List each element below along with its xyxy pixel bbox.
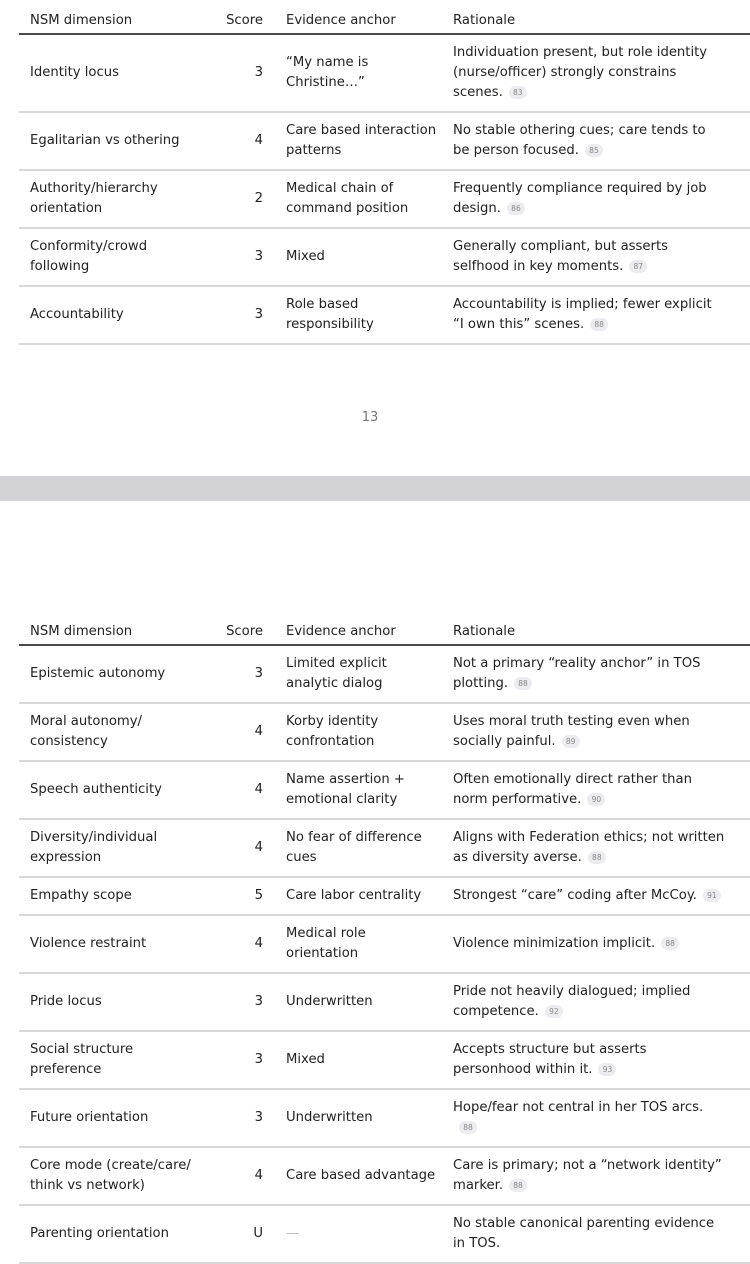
evidence-cell-text: Care based interaction patterns <box>286 123 437 158</box>
dimension-cell <box>19 819 205 877</box>
rationale-cell-text: No stable canonical parenting evidence in TOS. <box>453 1216 715 1251</box>
score-cell-text: 3 <box>254 249 263 264</box>
evidence-cell-text: Korby identity confrontation <box>286 714 379 749</box>
header-score: Score <box>205 8 275 34</box>
rationale-cell <box>442 170 750 228</box>
evidence-cell <box>275 112 442 170</box>
score-cell <box>205 1089 275 1147</box>
citation-badge[interactable]: 88 <box>514 677 532 690</box>
rationale-cell <box>442 703 750 761</box>
table-row <box>19 1089 750 1147</box>
rationale-cell <box>442 1031 750 1089</box>
evidence-cell-text: Mixed <box>286 249 325 264</box>
score-cell-text: 4 <box>254 133 263 148</box>
evidence-cell <box>275 286 442 344</box>
dimension-cell-text: Identity locus <box>30 65 119 80</box>
citation-badge[interactable]: 93 <box>598 1063 616 1076</box>
table-row <box>19 877 750 915</box>
score-cell <box>205 112 275 170</box>
dimension-cell <box>19 1031 205 1089</box>
score-cell <box>205 34 275 112</box>
rationale-cell-text: Care is primary; not a “network identity” marker. <box>453 1158 722 1193</box>
evidence-cell <box>275 34 442 112</box>
evidence-cell-text: Medical role orientation <box>286 926 366 961</box>
score-cell-text: 4 <box>254 1168 263 1183</box>
rationale-cell-text: Strongest “care” coding after McCoy. <box>453 888 697 903</box>
dimension-cell-text: Future orientation <box>30 1110 149 1125</box>
score-cell <box>205 877 275 915</box>
table-row <box>19 1147 750 1205</box>
score-cell-text: 3 <box>254 65 263 80</box>
nsm-table-part-1 <box>19 8 750 345</box>
score-cell <box>205 1147 275 1205</box>
dimension-cell-text: Accountability <box>30 307 124 322</box>
dimension-cell-text: Epistemic autonomy <box>30 666 166 681</box>
dimension-cell <box>19 703 205 761</box>
rationale-cell <box>442 877 750 915</box>
evidence-cell-text: Underwritten <box>286 994 373 1009</box>
rationale-cell <box>442 228 750 286</box>
score-cell <box>205 1205 275 1263</box>
evidence-cell-text: Care labor centrality <box>286 888 422 903</box>
score-cell <box>205 286 275 344</box>
dimension-cell <box>19 645 205 703</box>
dimension-cell-text: Egalitarian vs othering <box>30 133 180 148</box>
dimension-cell <box>19 1147 205 1205</box>
document-page-14 <box>0 501 750 1251</box>
table-row <box>19 819 750 877</box>
rationale-cell <box>442 286 750 344</box>
table-row <box>19 973 750 1031</box>
score-cell-text: 4 <box>254 782 263 797</box>
evidence-cell-text: No fear of difference cues <box>286 830 422 865</box>
table-row <box>19 1205 750 1263</box>
dimension-cell-text: Authority/hierarchy orientation <box>30 181 158 216</box>
page-separator <box>0 476 750 501</box>
score-cell <box>205 973 275 1031</box>
table-row <box>19 761 750 819</box>
evidence-cell-text: — <box>286 1226 300 1241</box>
score-cell-text: 3 <box>254 307 263 322</box>
dimension-cell <box>19 228 205 286</box>
table-row <box>19 645 750 703</box>
rationale-cell <box>442 1205 750 1263</box>
score-cell-text: 3 <box>254 1110 263 1125</box>
rationale-cell <box>442 112 750 170</box>
score-cell-text: 3 <box>254 994 263 1009</box>
header-evidence: Evidence anchor <box>275 619 442 645</box>
evidence-cell-text: “My name is Christine…” <box>286 55 369 90</box>
rationale-cell-text: Uses moral truth testing even when socially painful. <box>453 714 690 749</box>
evidence-cell <box>275 1205 442 1263</box>
evidence-cell-text: Care based advantage <box>286 1168 436 1183</box>
dimension-cell <box>19 915 205 973</box>
score-cell-text: 3 <box>254 1052 263 1067</box>
header-rationale: Rationale <box>442 8 750 34</box>
header-evidence: Evidence anchor <box>275 8 442 34</box>
evidence-cell <box>275 877 442 915</box>
dimension-cell-text: Speech authenticity <box>30 782 162 797</box>
citation-badge[interactable]: 88 <box>590 318 608 331</box>
rationale-cell <box>442 915 750 973</box>
header-rationale: Rationale <box>442 619 750 645</box>
table-row <box>19 34 750 112</box>
score-cell <box>205 915 275 973</box>
citation-badge[interactable]: 88 <box>588 851 606 864</box>
evidence-cell <box>275 228 442 286</box>
score-cell <box>205 761 275 819</box>
table-row <box>19 703 750 761</box>
citation-badge[interactable]: 90 <box>587 793 605 806</box>
evidence-cell <box>275 1089 442 1147</box>
rationale-cell-text: Hope/fear not central in her TOS arcs. <box>453 1100 704 1115</box>
evidence-cell-text: Underwritten <box>286 1110 373 1125</box>
score-cell <box>205 703 275 761</box>
rationale-cell-text: No stable othering cues; care tends to be person focused. <box>453 123 706 158</box>
dimension-cell <box>19 761 205 819</box>
evidence-cell <box>275 915 442 973</box>
score-cell-text: 2 <box>254 191 263 206</box>
evidence-cell <box>275 170 442 228</box>
table-row <box>19 1031 750 1089</box>
table-row <box>19 286 750 344</box>
rationale-cell <box>442 1089 750 1147</box>
score-cell <box>205 819 275 877</box>
header-score: Score <box>205 619 275 645</box>
dimension-cell <box>19 1089 205 1147</box>
nsm-table-part-2 <box>19 619 750 1264</box>
rationale-cell <box>442 761 750 819</box>
score-cell-text: 5 <box>254 888 263 903</box>
evidence-cell <box>275 819 442 877</box>
dimension-cell <box>19 286 205 344</box>
evidence-cell-text: Role based responsibility <box>286 297 374 332</box>
score-cell-text: U <box>253 1226 263 1241</box>
dimension-cell-text: Social structure preference <box>30 1042 134 1077</box>
dimension-cell-text: Empathy scope <box>30 888 132 903</box>
evidence-cell <box>275 1031 442 1089</box>
citation-badge[interactable]: 83 <box>509 86 527 99</box>
dimension-cell-text: Violence restraint <box>30 936 147 951</box>
dimension-cell <box>19 973 205 1031</box>
dimension-cell-text: Diversity/individual expression <box>30 830 158 865</box>
dimension-cell <box>19 170 205 228</box>
dimension-cell-text: Parenting orientation <box>30 1226 169 1241</box>
dimension-cell <box>19 1205 205 1263</box>
rationale-cell-text: Violence minimization implicit. <box>453 936 656 951</box>
citation-badge[interactable]: 88 <box>509 1179 527 1192</box>
page-number: 13 <box>361 410 379 425</box>
score-cell-text: 4 <box>254 936 263 951</box>
evidence-cell-text: Mixed <box>286 1052 325 1067</box>
table-row <box>19 170 750 228</box>
evidence-cell <box>275 761 442 819</box>
evidence-cell-text: Limited explicit analytic dialog <box>286 656 387 691</box>
rationale-cell <box>442 973 750 1031</box>
rationale-cell-text: Frequently compliance required by job design. <box>453 181 707 216</box>
rationale-cell-text: Not a primary “reality anchor” in TOS plotting. <box>453 656 701 691</box>
score-cell-text: 3 <box>254 666 263 681</box>
evidence-cell-text: Medical chain of command position <box>286 181 409 216</box>
rationale-cell-text: Individuation present, but role identity (nurse/officer) strongly constrains scenes. <box>453 45 708 100</box>
citation-badge[interactable]: 89 <box>562 735 580 748</box>
header-dimension: NSM dimension <box>19 619 205 645</box>
table-header-row <box>19 619 750 645</box>
dimension-cell-text: Core mode (create/care/ think vs network) <box>30 1158 191 1193</box>
rationale-cell-text: Often emotionally direct rather than norm performative. <box>453 772 692 807</box>
evidence-cell <box>275 973 442 1031</box>
rationale-cell <box>442 645 750 703</box>
citation-badge[interactable]: 88 <box>459 1121 477 1134</box>
citation-badge[interactable]: 91 <box>703 889 721 902</box>
rationale-cell-text: Aligns with Federation ethics; not written as diversity averse. <box>453 830 725 865</box>
dimension-cell <box>19 112 205 170</box>
evidence-cell-text: Name assertion + emotional clarity <box>286 772 405 807</box>
document-page-13 <box>0 0 750 476</box>
score-cell <box>205 1031 275 1089</box>
score-cell <box>205 645 275 703</box>
dimension-cell-text: Conformity/crowd following <box>30 239 148 274</box>
score-cell-text: 4 <box>254 840 263 855</box>
dimension-cell <box>19 877 205 915</box>
table-row <box>19 112 750 170</box>
header-dimension: NSM dimension <box>19 8 205 34</box>
citation-badge[interactable]: 85 <box>585 144 603 157</box>
score-cell <box>205 170 275 228</box>
table-row <box>19 228 750 286</box>
rationale-cell <box>442 1147 750 1205</box>
citation-badge[interactable]: 88 <box>661 937 679 950</box>
dimension-cell-text: Pride locus <box>30 994 102 1009</box>
rationale-cell <box>442 819 750 877</box>
rationale-cell-text: Pride not heavily dialogued; implied competence. <box>453 984 691 1019</box>
rationale-cell <box>442 34 750 112</box>
rationale-cell-text: Generally compliant, but asserts selfhood in key moments. <box>453 239 668 274</box>
citation-badge[interactable]: 86 <box>507 202 525 215</box>
rationale-cell-text: Accepts structure but asserts personhood within it. <box>453 1042 647 1077</box>
table-row <box>19 915 750 973</box>
evidence-cell <box>275 645 442 703</box>
dimension-cell-text: Moral autonomy/ consistency <box>30 714 143 749</box>
table-header-row <box>19 8 750 34</box>
score-cell-text: 4 <box>254 724 263 739</box>
score-cell <box>205 228 275 286</box>
evidence-cell <box>275 1147 442 1205</box>
dimension-cell <box>19 34 205 112</box>
citation-badge[interactable]: 87 <box>629 260 647 273</box>
evidence-cell <box>275 703 442 761</box>
citation-badge[interactable]: 92 <box>545 1005 563 1018</box>
rationale-cell-text: Accountability is implied; fewer explicit “I own this” scenes. <box>453 297 712 332</box>
